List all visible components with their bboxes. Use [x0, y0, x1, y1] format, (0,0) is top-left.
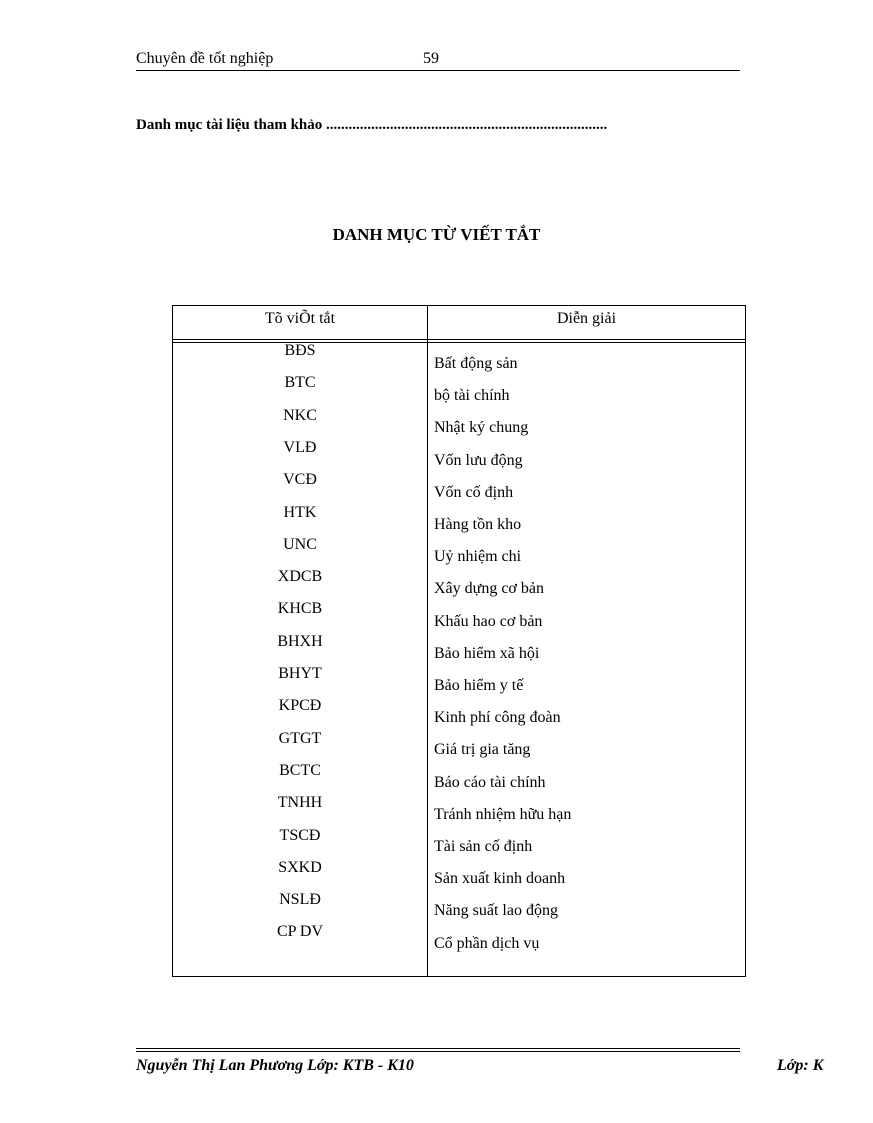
- table-cell-abbreviation: SXKD: [278, 858, 322, 876]
- table-cell-description: Vốn lưu động: [434, 451, 523, 469]
- table-cell-abbreviation: BHXH: [277, 632, 323, 650]
- table-cell-description: Cổ phần dịch vụ: [434, 934, 540, 952]
- table-cell-abbreviation: XDCB: [277, 568, 323, 586]
- table-cell-description: Kinh phí công đoàn: [434, 709, 561, 727]
- table-cell-abbreviation: BTC: [284, 374, 316, 392]
- table-cell-abbreviation: TSCĐ: [279, 826, 321, 844]
- column-header-description: Diễn giải: [556, 310, 617, 327]
- table-cell-abbreviation: KPCĐ: [278, 697, 322, 715]
- table-cell-description: Tài sản cố định: [434, 838, 533, 855]
- table-cell-abbreviation: BHYT: [278, 665, 322, 682]
- table-cell-description: Hàng tồn kho: [434, 516, 522, 533]
- footer-rule: [136, 1048, 740, 1049]
- table-cell-abbreviation: GTGT: [278, 729, 322, 747]
- table-cell-abbreviation: VCĐ: [283, 471, 317, 489]
- table-cell-abbreviation: KHCB: [277, 600, 323, 618]
- abbreviation-table: [172, 305, 746, 977]
- header-rule: [136, 70, 740, 71]
- table-cell-description: Vốn cố định: [434, 483, 514, 501]
- table-cell-description: Bảo hiểm y tế: [434, 677, 524, 694]
- table-cell-abbreviation: BCTC: [279, 761, 321, 779]
- table-cell-description: Báo cáo tài chính: [434, 773, 546, 791]
- column-divider: [427, 306, 428, 976]
- table-cell-description: Xây dựng cơ bản: [434, 580, 544, 598]
- table-cell-abbreviation: VLĐ: [283, 438, 317, 456]
- table-cell-abbreviation: CP DV: [276, 923, 324, 941]
- header-title: Chuyên đề tốt nghiệp: [136, 50, 274, 67]
- footer-author-class: Nguyễn Thị Lan Phương Lớp: KTB - K10: [136, 1057, 414, 1074]
- page-number: 59: [423, 50, 439, 67]
- table-cell-abbreviation: NKC: [283, 406, 317, 424]
- header-rule-top: [173, 339, 745, 340]
- footer-right-text: Lớp: K: [777, 1057, 824, 1074]
- table-cell-abbreviation: TNHH: [277, 794, 323, 812]
- footer-rule-double: [136, 1051, 740, 1052]
- table-cell-description: Khấu hao cơ bản: [434, 612, 543, 630]
- section-title: DANH MỤC TỪ VIẾT TẮT: [332, 225, 541, 244]
- table-cell-abbreviation: UNC: [283, 535, 317, 553]
- table-cell-description: Năng suất lao động: [434, 902, 558, 920]
- table-cell-description: Sản xuất kinh doanh: [434, 870, 566, 888]
- table-cell-description: Tránh nhiệm hữu hạn: [434, 805, 572, 823]
- table-cell-description: Bảo hiểm xã hội: [434, 644, 540, 662]
- table-cell-description: Uỷ nhiệm chi: [434, 548, 522, 566]
- table-cell-description: bộ tài chính: [434, 387, 510, 405]
- toc-entry-references: Danh mục tài liệu tham khảo ...........................................................................: [136, 117, 608, 133]
- table-cell-description: Bất động sản: [434, 355, 518, 372]
- table-cell-description: Nhật ký chung: [434, 419, 529, 437]
- table-cell-abbreviation: NSLĐ: [279, 891, 321, 909]
- table-cell-abbreviation: HTK: [283, 503, 317, 521]
- column-header-abbreviation: Tõ viÕt tắt: [264, 310, 336, 327]
- table-cell-abbreviation: BĐS: [284, 342, 316, 359]
- table-cell-description: Giá trị gia tăng: [434, 741, 531, 759]
